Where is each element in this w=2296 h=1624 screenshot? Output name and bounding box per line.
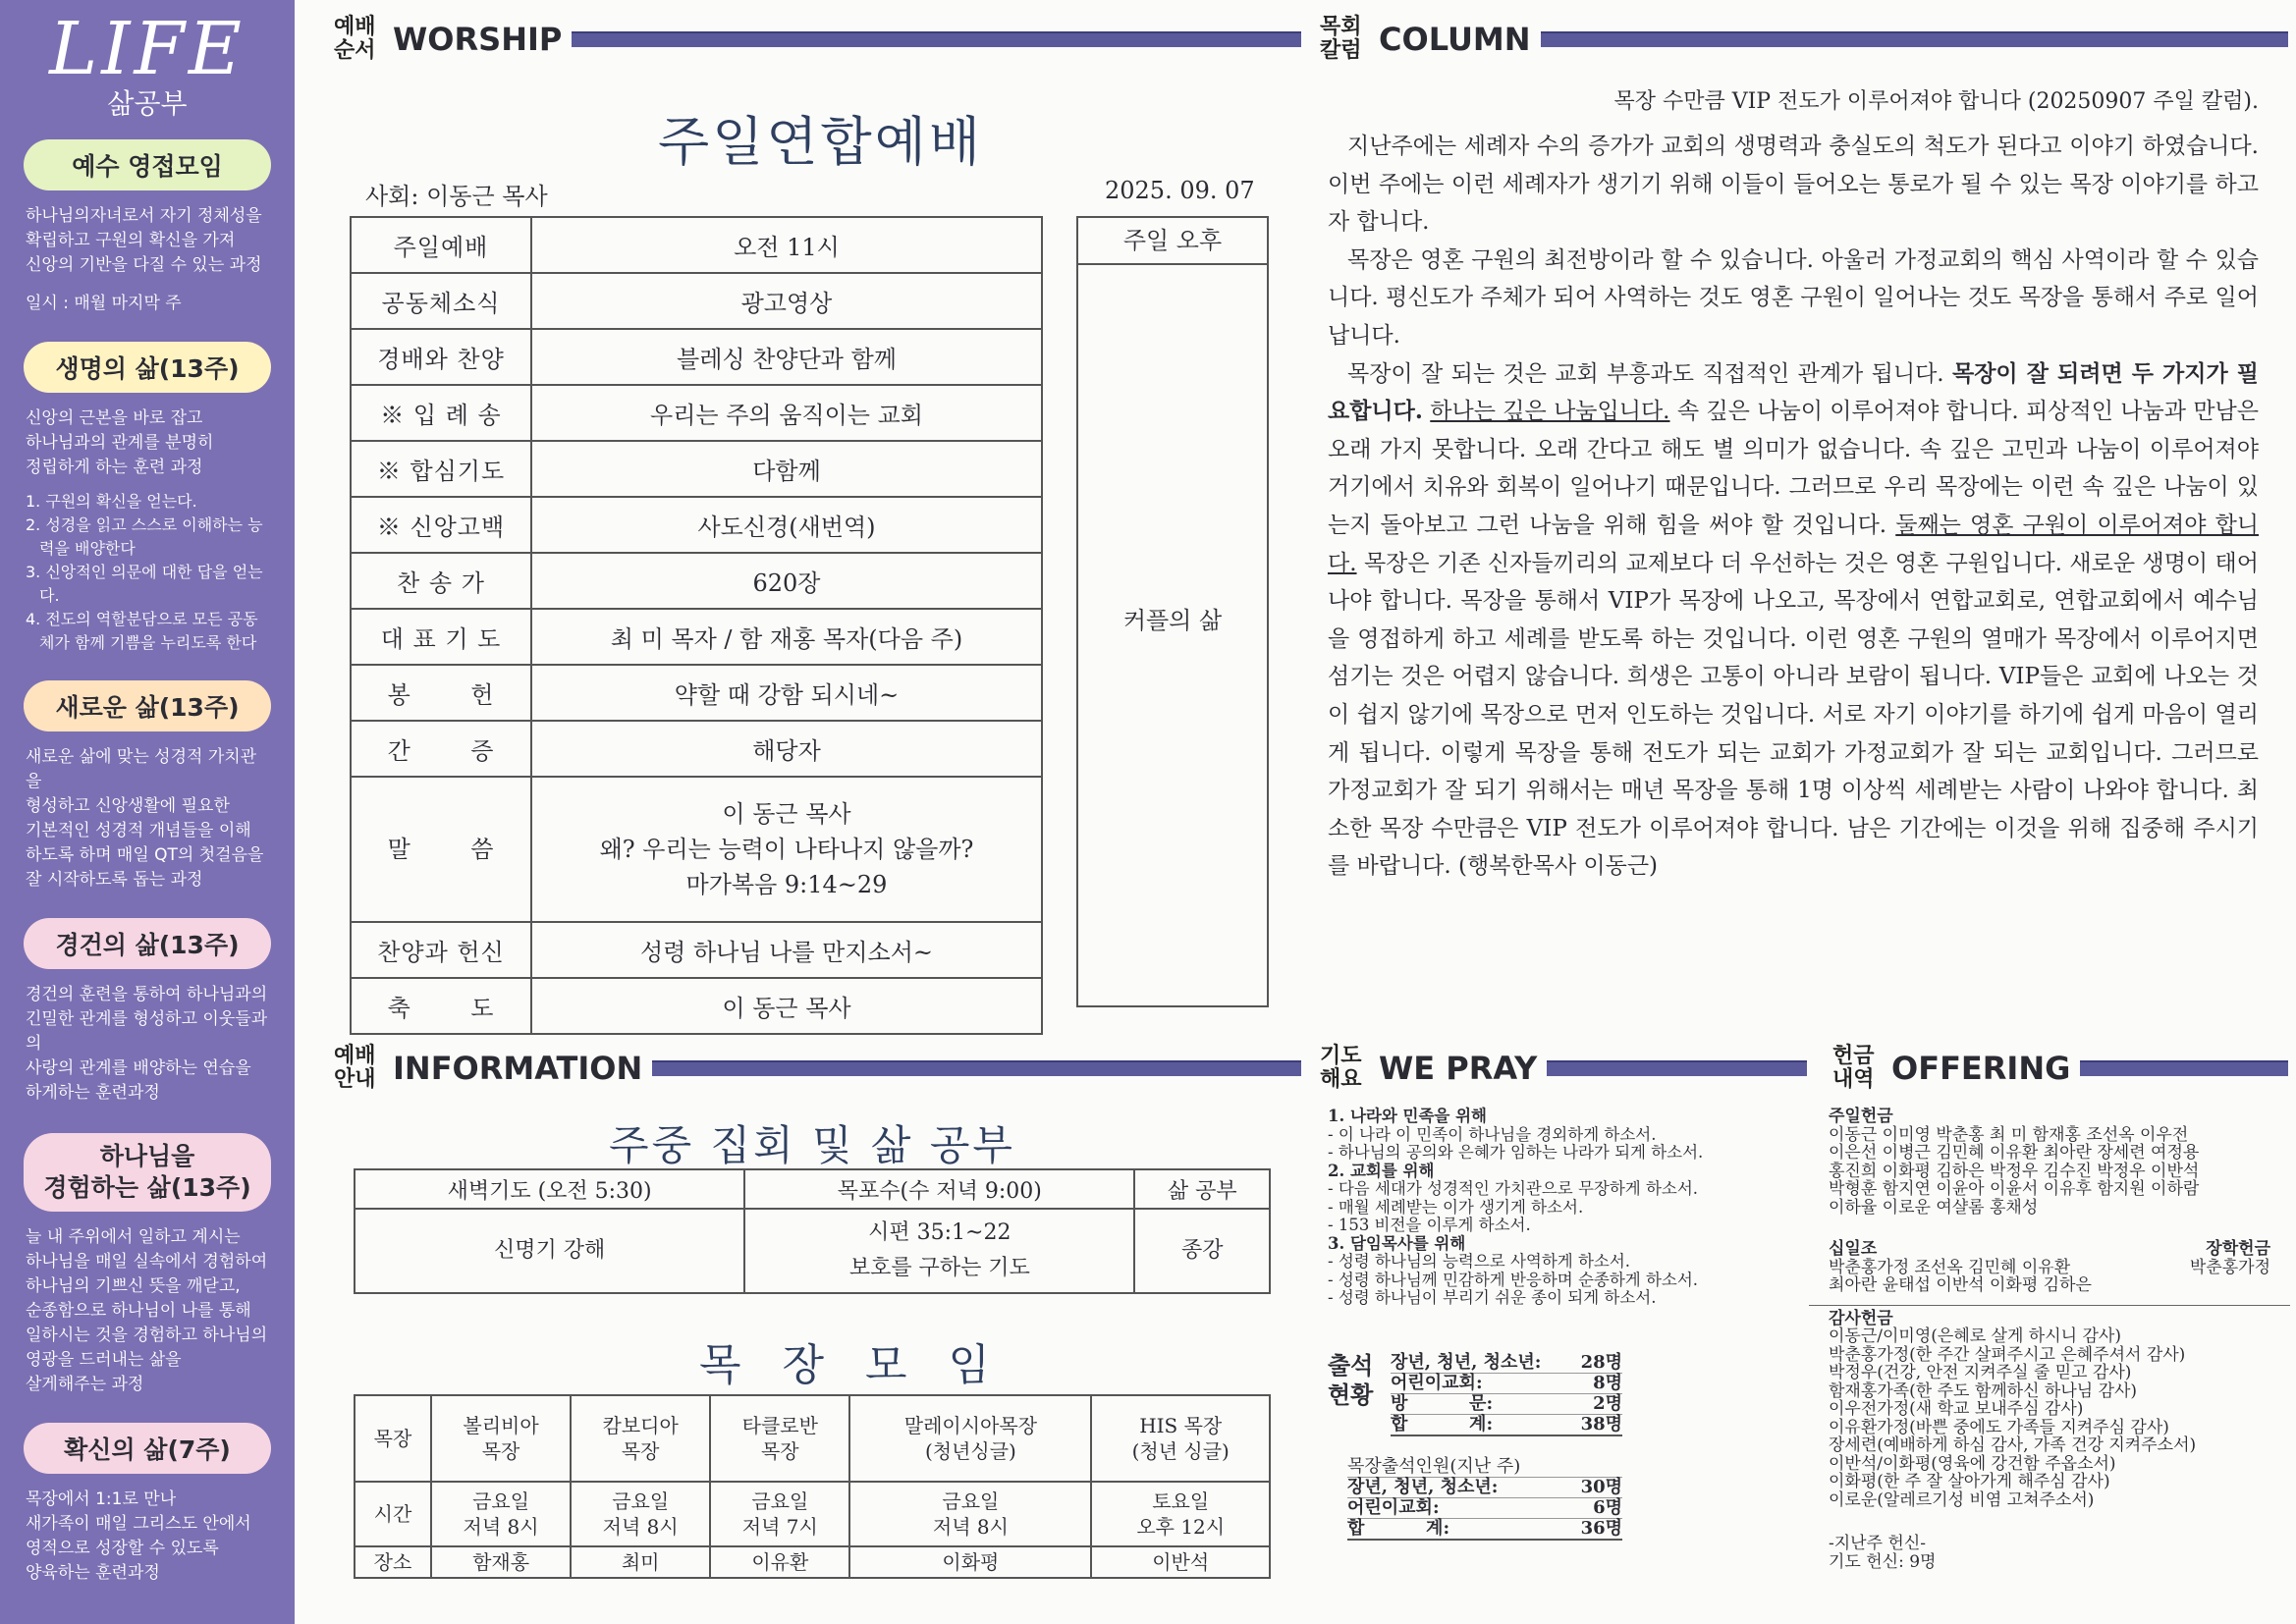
table-cell [431, 1482, 571, 1546]
worship-date: 2025. 09. 07 [1105, 177, 1255, 204]
offering-line: 박춘홍가정 조선옥 김민혜 이유환 [1829, 1257, 2071, 1277]
table-row [351, 385, 1042, 441]
attendance-sub: 목장출석인원(지난 주) [1347, 1457, 1622, 1478]
offering-line: 장세련(예배하게 하심 감사, 가족 건강 지켜주소서) [1829, 1435, 2197, 1455]
table-cell [849, 1482, 1091, 1546]
worship-order-table [350, 216, 1043, 1035]
attendance-value: 30명 [1580, 1477, 1622, 1497]
section-title: 확신의 삶(7주) [24, 1423, 271, 1474]
cell-line: 금요일 [751, 1489, 809, 1513]
section-line: 양육하는 훈련과정 [26, 1563, 160, 1583]
header-ko: 목회 [1320, 15, 1362, 39]
weekly-meetings-table [354, 1168, 1271, 1294]
offering-line: 박형훈 함지연 이윤아 이윤서 이유후 함지원 이하람 [1829, 1179, 2200, 1199]
section-line: 일하시는 것을 경험하고 하나님의 [26, 1326, 268, 1345]
section-line: 하나님의 기쁘신 뜻을 깨닫고, [26, 1276, 241, 1296]
sidebar-section-welcome [14, 139, 281, 316]
offering-line: 이반석/이화평(영육에 강건함 주옵소서) [1829, 1453, 2116, 1474]
section-line: 정립하게 하는 훈련 과정 [26, 458, 203, 477]
header-ko: 헌금 [1832, 1044, 1875, 1068]
column-underline-text: 둘째는 영혼 구원이 이루어져야 합니다. [1328, 512, 2259, 576]
order-value: 오전 11시 [531, 217, 1042, 273]
life-logo: LIFE [49, 7, 246, 91]
prayer-item: - 성령 하나님이 부리기 쉬운 종이 되게 하소서. [1328, 1288, 1657, 1307]
offering-header [1832, 1039, 2288, 1098]
header-ko: 기도 [1320, 1044, 1362, 1068]
attendance-row [1347, 1498, 1622, 1519]
prayer-item: - 성령 하나님께 민감하게 반응하며 순종하게 하소서. [1328, 1270, 1699, 1289]
offering-line: -지난주 헌신- [1829, 1534, 1927, 1553]
offering-section-title: 감사헌금 [1829, 1308, 1893, 1328]
table-cell [1091, 1482, 1270, 1546]
section-title: 생명의 삶(13주) [24, 342, 271, 393]
order-label: 주일예배 [351, 217, 531, 273]
table-row [351, 553, 1042, 609]
info-header [334, 1039, 1301, 1098]
order-label: 봉 헌 [351, 665, 531, 721]
header-en: OFFERING [1891, 1050, 2071, 1087]
attendance-value: 8명 [1593, 1373, 1622, 1393]
attendance-key: 합 계: [1391, 1414, 1494, 1435]
order-value: 약할 때 강함 되시네~ [531, 665, 1042, 721]
table-row [351, 721, 1042, 777]
column-paragraph: 지난주에는 세례자 수의 증가가 교회의 생명력과 충실도의 척도가 된다고 이야기 하였습니다. 이번 주에는 이런 세례자가 생기기 위해 이들이 들어오는 통로가 될 수 있는 목장 이야기를 하고자 합니다. [1328, 134, 2259, 236]
section-title [24, 1133, 271, 1212]
sidebar-section-assurance [14, 1423, 281, 1586]
section-title-line: 경험하는 삶(13주) [43, 1173, 251, 1202]
offering-list [1829, 1108, 2270, 1571]
section-line: 하나님과의 관계를 분명히 [26, 433, 214, 453]
offering-section-title: 주일헌금 [1829, 1107, 1893, 1126]
table-row [351, 922, 1042, 978]
section-title: 새로운 삶(13주) [24, 680, 271, 731]
section-line: 경건의 훈련을 통하여 하나님과의 [26, 985, 268, 1004]
worship-header [334, 10, 1301, 69]
column-text: 목장이 잘 되는 것은 교회 부흥과도 직접적인 관계가 됩니다. [1347, 360, 1952, 387]
prayer-heading: 3. 담임목사를 위해 [1328, 1233, 1466, 1253]
header-ko: 칼럼 [1320, 38, 1362, 63]
section-line: 순종함으로 하나님이 나를 통해 [26, 1301, 251, 1321]
offering-line: 이동근/이미영(은혜로 살게 하시니 감사) [1829, 1326, 2121, 1346]
attendance-value: 2명 [1593, 1393, 1622, 1414]
column-body [1328, 128, 2259, 886]
table-cell [431, 1395, 571, 1482]
prayer-item: - 하나님의 공의와 은혜가 임하는 나라가 되게 하소서. [1328, 1143, 1704, 1162]
section-line: 하나님을 매일 실속에서 경험하여 [26, 1252, 268, 1272]
section-line: 하도록 하며 매일 QT의 첫걸음을 [26, 845, 264, 865]
section-line: 늘 내 주위에서 일하고 계시는 [26, 1227, 241, 1247]
cell-line: (청년 싱글) [1131, 1439, 1230, 1463]
worship-title: 주일연합예배 [658, 111, 983, 173]
section-line: 긴밀한 관계를 형성하고 이웃들과의 [26, 1009, 268, 1054]
order-value: 성령 하나님 나를 만지소서~ [531, 922, 1042, 978]
afternoon-header: 주일 오후 [1078, 218, 1267, 265]
header-ko: 예배 [334, 1044, 376, 1068]
table-row [351, 441, 1042, 497]
row-label: 장소 [355, 1546, 431, 1578]
table-header: 새벽기도 (오전 5:30) [355, 1169, 744, 1209]
attendance-label: 현황 [1328, 1380, 1374, 1409]
header-en: COLUMN [1379, 21, 1531, 58]
offering-line: 박춘홍가정(한 주간 살펴주시고 은혜주셔서 감사) [1829, 1344, 2186, 1365]
attendance-row [1391, 1353, 1622, 1374]
table-cell [710, 1395, 849, 1482]
cell-line: 금요일 [472, 1489, 530, 1513]
afternoon-text: 커플의 삶 [1122, 607, 1223, 634]
cell-line: HIS 목장 [1139, 1414, 1223, 1437]
prayer-heading: 1. 나라와 민족을 위해 [1328, 1107, 1487, 1125]
header-bar [652, 1060, 1301, 1076]
table-cell [1091, 1395, 1270, 1482]
worship-host: 사회: 이동근 목사 [365, 183, 548, 210]
section-line: 살게해주는 과정 [26, 1375, 144, 1394]
order-label: 간 증 [351, 721, 531, 777]
attendance-key: 장년, 청년, 청소년: [1391, 1352, 1542, 1373]
table-row [355, 1395, 1270, 1482]
column-paragraph [1328, 355, 2259, 886]
prayer-list [1328, 1108, 1819, 1308]
header-ko: 해요 [1320, 1067, 1362, 1092]
header-bar [1547, 1060, 1807, 1076]
table-cell [571, 1482, 710, 1546]
table-cell: 함재홍 [431, 1546, 571, 1578]
cell-line: 저녁 8시 [932, 1515, 1009, 1539]
offering-line: 이유환가정(바쁜 중에도 가족들 지켜주심 감사) [1829, 1417, 2169, 1437]
row-label: 시간 [355, 1482, 431, 1546]
prayer-item: - 다음 세대가 성경적인 가치관으로 무장하게 하소서. [1328, 1179, 1699, 1198]
table-cell [571, 1395, 710, 1482]
cell-line: (청년싱글) [924, 1439, 1016, 1463]
table-row [351, 609, 1042, 665]
column-underline-text: 하나는 깊은 나눔입니다. [1430, 399, 1670, 425]
cell-line: 볼리비아 [463, 1414, 539, 1437]
header-ko: 내역 [1832, 1067, 1875, 1092]
table-row [351, 329, 1042, 385]
table-row [351, 777, 1042, 922]
offering-line: 박춘홍가정 [2189, 1257, 2270, 1277]
sidebar-section-life [14, 342, 281, 655]
sidebar-section-experiencing [14, 1133, 281, 1397]
cell-line: 시편 35:1~22 [868, 1220, 1011, 1245]
group-meetings-title: 목 장 모 임 [699, 1340, 1004, 1390]
table-row [351, 273, 1042, 329]
table-row [355, 1169, 1270, 1209]
table-cell: 이반석 [1091, 1546, 1270, 1578]
order-label: 대 표 기 도 [351, 609, 531, 665]
order-label: 경배와 찬양 [351, 329, 531, 385]
table-cell: 신명기 강해 [355, 1209, 744, 1293]
header-en: INFORMATION [393, 1050, 643, 1087]
column-paragraph: 목장은 영혼 구원의 최전방이라 할 수 있습니다. 아울러 가정교회의 핵심 사역이라 할 수 있습니다. 평신도가 주체가 되어 사역하는 것도 영혼 구원이 일어나는 것도 목장을 통해서 주로 일어납니다. [1328, 246, 2259, 349]
section-line: 잘 시작하도록 돕는 과정 [26, 870, 203, 890]
table-row [351, 497, 1042, 553]
order-value: 최 미 목자 / 함 재홍 목자(다음 주) [531, 609, 1042, 665]
sermon-title: 왜? 우리는 능력이 나타나지 않을까? [599, 836, 974, 863]
header-en: WE PRAY [1379, 1050, 1538, 1087]
section-title: 예수 영접모임 [24, 139, 271, 190]
header-ko: 순서 [334, 38, 376, 63]
life-logo-sub: 삶공부 [107, 87, 188, 120]
offering-line: 이로운(알레르기성 비염 고쳐주소서) [1829, 1489, 2095, 1510]
section-line: 새로운 삶에 맞는 성경적 가치관을 [26, 747, 257, 791]
attendance-row [1347, 1519, 1622, 1541]
section-line: 목장에서 1:1로 만나 [26, 1489, 177, 1509]
table-header: 목포수(수 저녁 9:00) [744, 1169, 1134, 1209]
order-value: 620장 [531, 553, 1042, 609]
order-value: 사도신경(새번역) [531, 497, 1042, 553]
attendance-row [1391, 1374, 1622, 1394]
section-line: 하게하는 훈련과정 [26, 1083, 160, 1103]
attendance-value: 36명 [1580, 1518, 1622, 1539]
cell-line: 토요일 [1152, 1489, 1210, 1513]
table-row [355, 1546, 1270, 1578]
order-value: 광고영상 [531, 273, 1042, 329]
section-line: 영적으로 성장할 수 있도록 [26, 1539, 219, 1558]
order-label: 찬 송 가 [351, 553, 531, 609]
sidebar-section-new-life [14, 680, 281, 893]
order-value: 블레싱 찬양단과 함께 [531, 329, 1042, 385]
offering-line: 박정우(건강, 안전 지켜주실 줄 믿고 감사) [1829, 1363, 2132, 1382]
prayer-item: - 매월 세례받는 이가 생기게 하소서. [1328, 1197, 1584, 1217]
cell-line: 금요일 [612, 1489, 670, 1513]
offering-line: 이은선 이병근 김민혜 이유환 최아란 장세련 여정용 [1829, 1143, 2200, 1163]
order-label: 공동체소식 [351, 273, 531, 329]
cell-line: 저녁 7시 [741, 1515, 818, 1539]
sermon-scripture: 마가복음 9:14~29 [685, 871, 888, 898]
section-line: 하나님의자녀로서 자기 정체성을 [26, 206, 262, 226]
table-cell [744, 1209, 1134, 1293]
row-label: 목장 [355, 1395, 431, 1482]
header-bar [2080, 1060, 2288, 1076]
table-header: 삶 공부 [1134, 1169, 1270, 1209]
cell-line: 타클로반 [741, 1414, 818, 1437]
cell-line: 오후 12시 [1136, 1515, 1226, 1539]
attendance-label: 출석 [1328, 1351, 1374, 1380]
sidebar-section-devotion [14, 918, 281, 1106]
section-title-line: 하나님을 [99, 1142, 195, 1170]
attendance-row [1391, 1415, 1622, 1436]
list-item: 2. 성경을 읽고 스스로 이해하는 능력을 배양한다 [26, 515, 263, 558]
attendance-key: 합 계: [1347, 1518, 1450, 1539]
offering-line: 함재홍가족(한 주도 함께하신 하나님 감사) [1829, 1380, 2138, 1401]
cell-line: 보호를 구하는 기도 [848, 1256, 1030, 1280]
cell-line: 목장 [760, 1439, 799, 1463]
cell-line: 말레이시아목장 [903, 1414, 1038, 1437]
column-header [1320, 10, 2288, 69]
offering-line: 이하율 이로운 여샬롬 홍채성 [1829, 1197, 2039, 1218]
offering-line: 최아란 윤태섭 이반석 이화평 김하은 [1829, 1275, 2092, 1295]
sermon-preacher: 이 동근 목사 [722, 800, 851, 828]
section-title: 경건의 삶(13주) [24, 918, 271, 969]
table-row [351, 217, 1042, 273]
group-meetings-table [354, 1394, 1271, 1579]
prayer-heading: 2. 교회를 위해 [1328, 1161, 1435, 1180]
list-item: 4. 전도의 역할분담으로 모든 공동체가 함께 기쁨을 누리도록 한다 [26, 610, 258, 652]
attendance-value: 38명 [1580, 1414, 1622, 1435]
list-item: 3. 신앙적인 의문에 대한 답을 얻는다. [26, 563, 263, 605]
section-extra: 일시 : 매월 마지막 주 [26, 294, 182, 313]
divider [1809, 1305, 2290, 1306]
order-value: 이 동근 목사 [531, 978, 1042, 1034]
order-label: 말 씀 [351, 777, 531, 922]
order-label: ※ 입 례 송 [351, 385, 531, 441]
section-line: 신앙의 기반을 다질 수 있는 과정 [26, 255, 262, 275]
table-cell: 최미 [571, 1546, 710, 1578]
attendance-row [1347, 1478, 1622, 1498]
attendance-key: 방 문: [1391, 1393, 1494, 1414]
offering-section-title: 장학헌금 [2206, 1239, 2270, 1259]
cell-line: 저녁 8시 [602, 1515, 679, 1539]
list-item: 1. 구원의 확신을 얻는다. [26, 492, 197, 511]
cell-line: 목장 [481, 1439, 520, 1463]
order-label: ※ 신앙고백 [351, 497, 531, 553]
offering-line: 기도 헌신: 9명 [1829, 1551, 1937, 1572]
table-cell: 이화평 [849, 1546, 1091, 1578]
section-line: 형성하고 신앙생활에 필요한 [26, 796, 230, 816]
section-line: 확립하고 구원의 확신을 가져 [26, 231, 236, 250]
column-bold-text: 목장이 잘 되려면 두 가지가 필요합니다. [1328, 359, 2260, 425]
order-label: 축 도 [351, 978, 531, 1034]
attendance-key: 어린이교회: [1391, 1373, 1483, 1393]
header-ko: 안내 [334, 1067, 376, 1092]
attendance-value: 6명 [1593, 1497, 1622, 1518]
table-row [355, 1209, 1270, 1293]
table-row [355, 1482, 1270, 1546]
prayer-item: - 153 비전을 이루게 하소서. [1328, 1216, 1531, 1234]
section-line: 새가족이 매일 그리스도 안에서 [26, 1514, 251, 1534]
section-line: 사랑의 관계를 배양하는 연습을 [26, 1058, 251, 1078]
order-label: ※ 합심기도 [351, 441, 531, 497]
header-bar [1541, 31, 2288, 47]
table-cell: 종강 [1134, 1209, 1270, 1293]
attendance-key: 장년, 청년, 청소년: [1347, 1477, 1499, 1497]
offering-line: 이동근 이미영 박춘홍 최 미 함재홍 조선옥 이우전 [1829, 1124, 2189, 1145]
attendance-row [1391, 1394, 1622, 1415]
prayer-item: - 성령 하나님의 능력으로 사역하게 하소서. [1328, 1252, 1631, 1271]
table-cell [849, 1395, 1091, 1482]
offering-line: 이우전가정(새 학교 보내주심 감사) [1829, 1399, 2084, 1419]
table-row [351, 665, 1042, 721]
offering-line: 홍진희 이화평 김하은 박정우 김수진 박정우 이반석 [1829, 1161, 2200, 1181]
table-row [351, 978, 1042, 1034]
weekly-meetings-title: 주중 집회 및 삶 공부 [609, 1121, 1015, 1169]
prayer-item: - 이 나라 이 민족이 하나님을 경외하게 하소서. [1328, 1124, 1657, 1144]
table-cell: 이유환 [710, 1546, 849, 1578]
order-label: 찬양과 헌신 [351, 922, 531, 978]
section-line: 영광을 드러내는 삶을 [26, 1350, 182, 1370]
order-value: 해당자 [531, 721, 1042, 777]
cell-line: 금요일 [942, 1489, 1000, 1513]
cell-line: 저녁 8시 [463, 1515, 539, 1539]
sidebar [0, 0, 295, 1624]
pray-header [1320, 1039, 1807, 1098]
offering-line: 이화평(한 주 잘 살아가게 해주심 감사) [1829, 1472, 2110, 1491]
table-cell [710, 1482, 849, 1546]
order-value: 다함께 [531, 441, 1042, 497]
header-bar [572, 31, 1301, 47]
afternoon-box [1076, 216, 1269, 1007]
header-ko: 예배 [334, 15, 376, 39]
attendance-value: 28명 [1580, 1352, 1622, 1373]
attendance-key: 어린이교회: [1347, 1497, 1440, 1518]
column-text: 목장은 기존 신자들끼리의 교제보다 더 우선하는 것은 영혼 구원입니다. 새로운 생명이 태어나야 합니다. 목장을 통해서 VIP가 목장에 나오고, 목장에서 연합교회로, 연합교회에서 예수님을 영접하게 하고 세례를 받도록 하는 것입니다. 이런 영혼 구원의 열매가 목장에서 이루어지면 섬기는 것은 어렵지 않습니다. 희생은 고통이 아니라 보람이 됩니다. VIP들은 교회에 나오는 것이 쉽지 않기에 목장으로 먼저 인도하는 것입니다. 서로 자기 이야기를 하기에 쉽게 마음이 열리게 됩니다. 이렇게 목장을 통해 전도가 되는 교회가 가정교회가 잘 되는 교회입니다. 그러므로 가정교회가 잘 되기 위해서는 매년 목장을 통해 1명 이상씩 세례받는 사람이 나와야 합니다. 최소한 목장 수만큼은 VIP 전도가 이루어져야 합니다. 남은 기간에는 이것을 위해 집중해 주시기를 바랍니다. (행복한목사 이동근) [1328, 550, 2259, 880]
header-en: WORSHIP [393, 21, 563, 58]
cell-line: 목장 [621, 1439, 660, 1463]
cell-line: 캄보디아 [602, 1414, 679, 1437]
column-subtitle: 목장 수만큼 VIP 전도가 이루어져야 합니다 (20250907 주일 칼럼). [1613, 89, 2259, 114]
order-value: 우리는 주의 움직이는 교회 [531, 385, 1042, 441]
section-line: 기본적인 성경적 개념들을 이해 [26, 821, 251, 840]
order-value [531, 777, 1042, 922]
column-text: 속 깊은 나눔이 이루어져야 합니다. 피상적인 나눔과 만남은 오래 가지 못합니다. 오래 간다고 해도 별 의미가 없습니다. 속 깊은 고민과 나눔이 이루어져야 거기에서 치유와 회복이 일어나기 때문입니다. 그러므로 우리 목장에는 이런 속 깊은 나눔이 있는지 돌아보고 그런 나눔을 위해 힘을 써야 할 것입니다. [1328, 399, 2259, 538]
offering-section-title: 십일조 [1829, 1239, 1878, 1259]
section-line: 신앙의 근본을 바로 잡고 [26, 408, 203, 428]
